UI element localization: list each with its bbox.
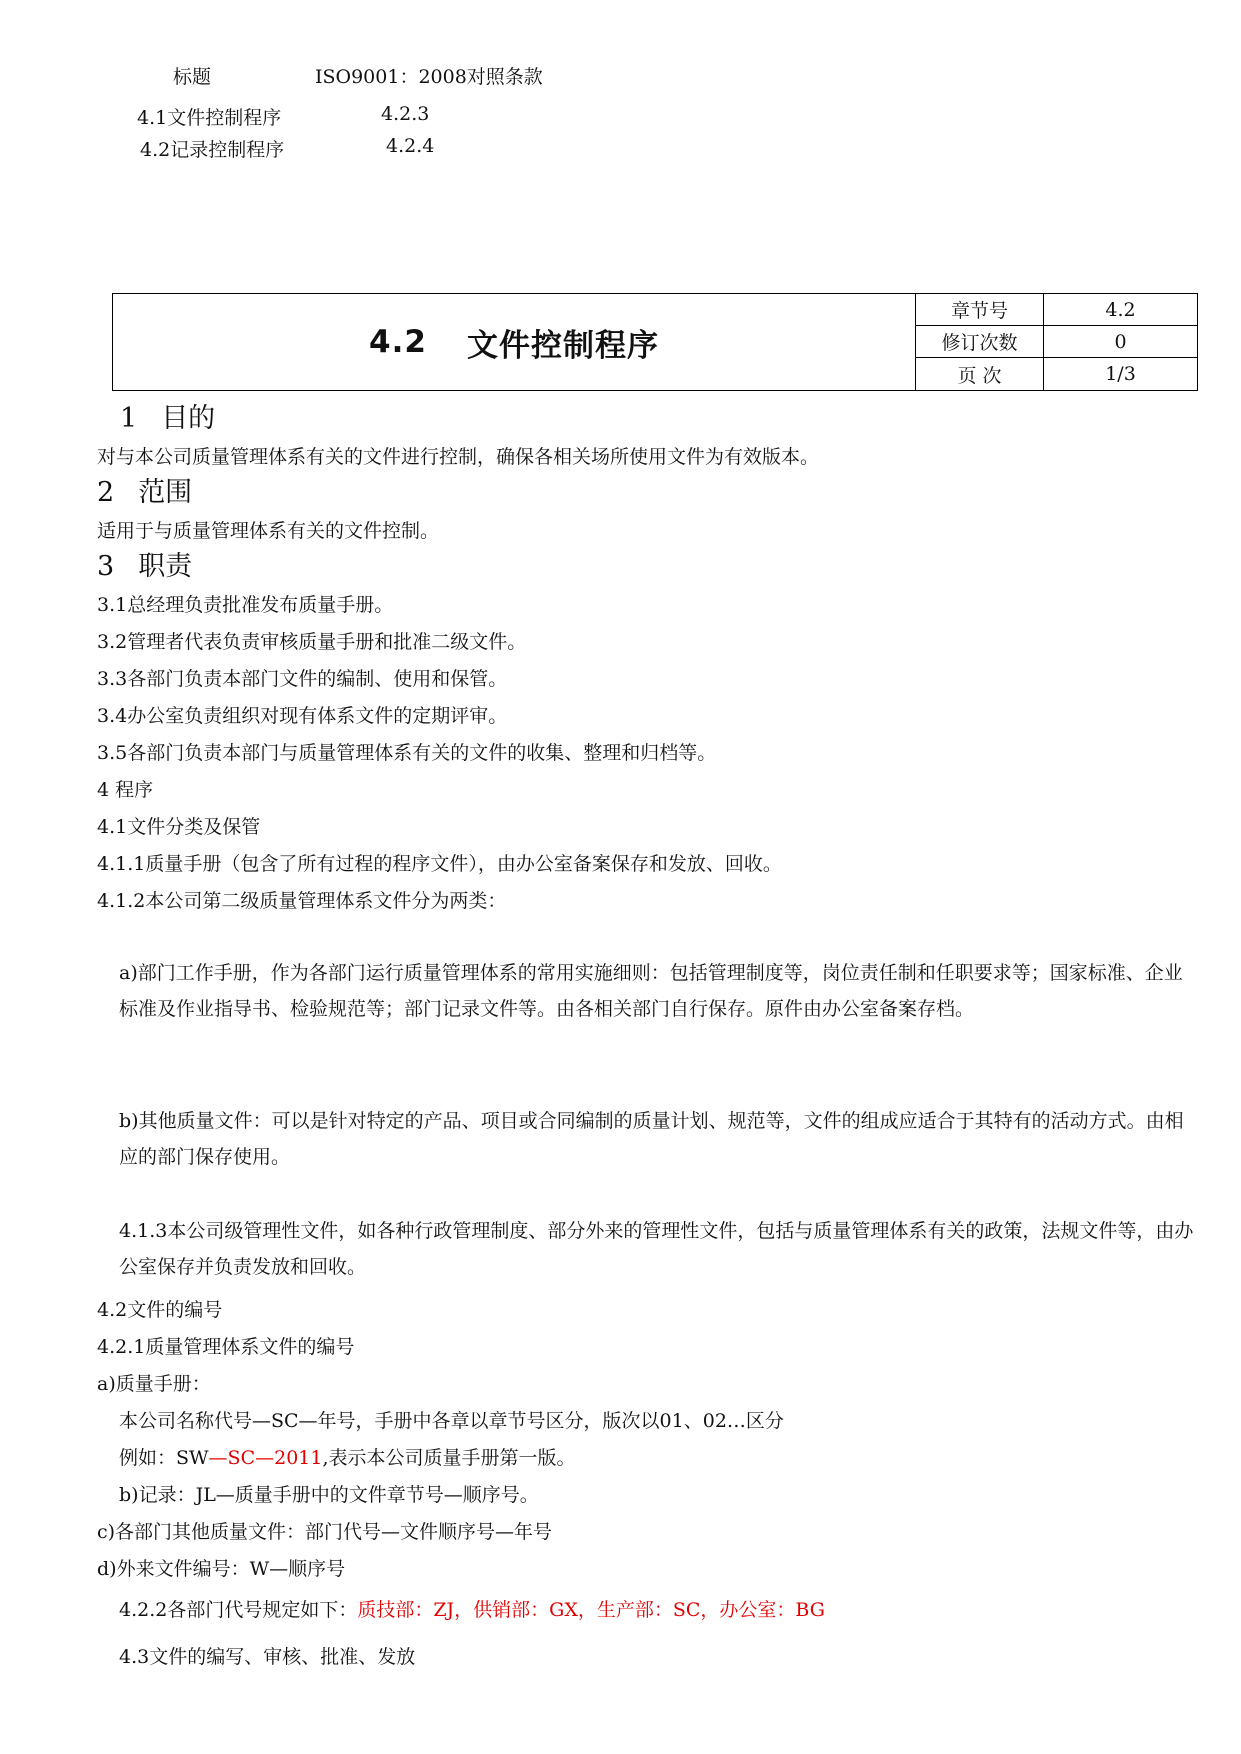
- section-title: 职责: [138, 551, 193, 582]
- section-heading-scope: [97, 470, 192, 509]
- section-title: 目的: [161, 403, 216, 434]
- section-title: 范围: [138, 477, 193, 508]
- header-value-page: 1/3: [1105, 363, 1136, 385]
- dept-code-line: [119, 1595, 825, 1622]
- procedure-line: 4.1.1质量手册（包含了所有过程的程序文件），由办公室备案保存和发放、回收。: [97, 853, 782, 875]
- responsibility-item: 3.4办公室负责组织对现有体系文件的定期评审。: [97, 705, 508, 727]
- procedure-line: 本公司名称代号—SC—年号，手册中各章以章节号区分，版次以01、02…区分: [119, 1410, 784, 1432]
- paragraph-dept-manual: a)部门工作手册，作为各部门运行质量管理体系的常用实施细则：包括管理制度等，岗位责任制和任职要求等；国家标准、企业标准及作业指导书、检验规范等；部门记录文件等。由各相关部门自行保存。原件由办公室备案存档。: [119, 962, 1183, 1020]
- toc-row-title: 4.2记录控制程序: [140, 139, 285, 161]
- procedure-line: 4.1.2本公司第二级质量管理体系文件分为两类：: [97, 890, 507, 912]
- example-prefix: 例如：SW: [119, 1447, 209, 1469]
- header-value-section: 4.2: [1044, 294, 1197, 326]
- section-number: 1: [120, 403, 138, 434]
- responsibility-item: 3.1总经理负责批准发布质量手册。: [97, 594, 394, 616]
- procedure-line: d)外来文件编号：W—顺序号: [97, 1558, 346, 1580]
- dept-code-highlight: 质技部：ZJ，供销部：GX，生产部：SC，办公室：BG: [357, 1599, 825, 1621]
- responsibility-item: 3.5各部门负责本部门与质量管理体系有关的文件的收集、整理和归档等。: [97, 742, 717, 764]
- document-title-text: 文件控制程序: [466, 327, 659, 364]
- toc-header-title: 标题: [173, 66, 212, 88]
- toc-row-clause: 4.2.4: [386, 135, 435, 157]
- procedure-line: c)各部门其他质量文件：部门代号—文件顺序号—年号: [97, 1521, 553, 1543]
- dept-code-prefix: 4.2.2各部门代号规定如下：: [119, 1599, 358, 1621]
- section-heading-responsibility: [97, 544, 192, 583]
- procedure-line: 4.2.1质量管理体系文件的编号: [97, 1336, 355, 1358]
- header-label-page: 页 次: [916, 358, 1044, 390]
- document-title: [113, 294, 916, 390]
- section-number: 2: [97, 477, 115, 508]
- procedure-heading: 4 程序: [97, 779, 154, 801]
- paragraph-other-docs: b)其他质量文件：可以是针对特定的产品、项目或合同编制的质量计划、规范等，文件的组成应适合于其特有的活动方式。由相应的部门保存使用。: [119, 1110, 1184, 1168]
- responsibility-item: 3.3各部门负责本部门文件的编制、使用和保管。: [97, 668, 508, 690]
- document-header-table: [112, 293, 1198, 391]
- section-number: 3: [97, 551, 115, 582]
- procedure-line: b)记录：JL—质量手册中的文件章节号—顺序号。: [119, 1484, 539, 1506]
- document-title-number: 4.2: [369, 324, 427, 360]
- section-heading-purpose: [120, 396, 215, 435]
- procedure-line: 4.3文件的编写、审核、批准、发放: [119, 1646, 416, 1668]
- header-label-revision: 修订次数: [916, 326, 1044, 358]
- header-value-revision: 0: [1044, 326, 1197, 358]
- responsibility-item: 3.2管理者代表负责审核质量手册和批准二级文件。: [97, 631, 527, 653]
- scope-text: 适用于与质量管理体系有关的文件控制。: [97, 520, 440, 542]
- procedure-line: a)质量手册：: [97, 1373, 211, 1395]
- header-label-section: 章节号: [916, 294, 1044, 326]
- procedure-example-line: [119, 1443, 576, 1470]
- toc-header-clause: ISO9001：2008对照条款: [315, 66, 543, 88]
- purpose-text: 对与本公司质量管理体系有关的文件进行控制，确保各相关场所使用文件为有效版本。: [97, 446, 820, 468]
- example-suffix: ,表示本公司质量手册第一版。: [322, 1447, 576, 1469]
- toc-row-title: 4.1文件控制程序: [137, 107, 282, 129]
- procedure-line: 4.2文件的编号: [97, 1299, 223, 1321]
- procedure-line: 4.1文件分类及保管: [97, 816, 261, 838]
- paragraph-company-docs: 4.1.3本公司级管理性文件，如各种行政管理制度、部分外来的管理性文件，包括与质量管理体系有关的政策，法规文件等，由办公室保存并负责发放和回收。: [119, 1220, 1194, 1278]
- toc-row-clause: 4.2.3: [381, 103, 430, 125]
- example-code-highlight: —SC—2011: [208, 1447, 323, 1469]
